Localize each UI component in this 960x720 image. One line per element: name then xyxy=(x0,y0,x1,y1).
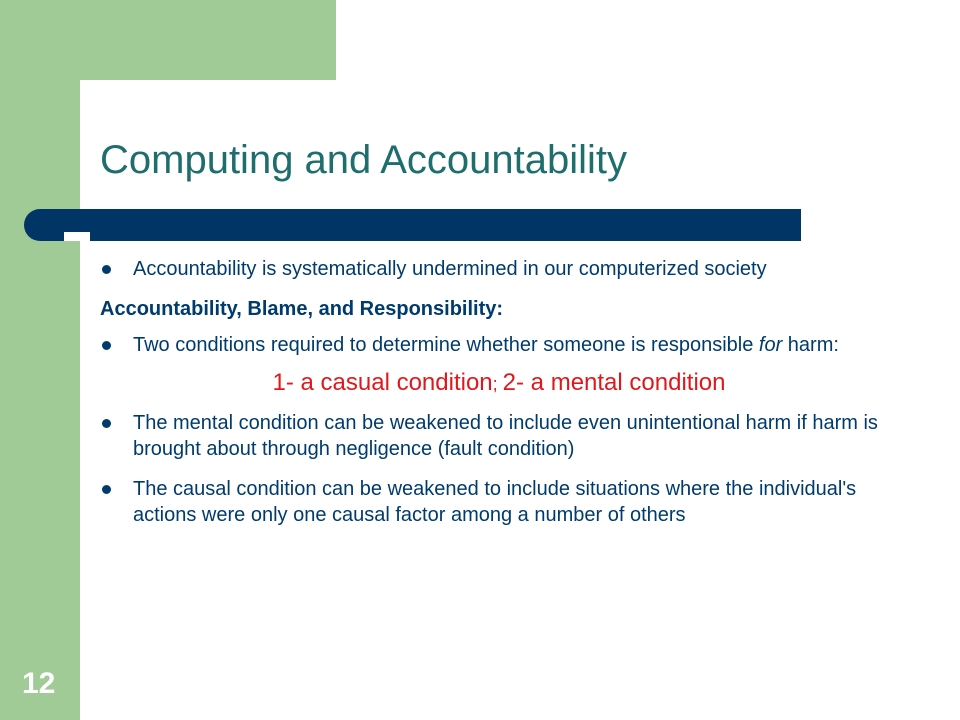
title-bar-notch xyxy=(64,232,90,241)
bullet-item xyxy=(100,332,890,358)
slide-number: 12 xyxy=(22,667,56,700)
bullet-item xyxy=(100,256,890,282)
bullet-dot-icon xyxy=(102,485,111,494)
bullet-text-start: Two conditions required to determine whether someone is responsible xyxy=(133,334,759,356)
condition-one: 1- a casual condition xyxy=(272,369,493,396)
bullet-dot-icon xyxy=(102,341,111,350)
condition-two: 2- a mental condition xyxy=(502,369,726,396)
bullet-text: The causal condition can be weakened to include situations where the individual's actions were only one causal factor among a number of others xyxy=(133,478,857,526)
left-green-band xyxy=(0,0,80,720)
condition-separator: ; xyxy=(492,374,503,394)
slide-content xyxy=(100,256,890,542)
bullet-dot-icon xyxy=(102,265,111,274)
bullet-item xyxy=(100,410,890,462)
slide-title: Computing and Accountability xyxy=(100,138,627,182)
section-subheading: Accountability, Blame, and Responsibility: xyxy=(100,298,504,320)
title-underline-bar xyxy=(24,209,801,241)
bullet-item xyxy=(100,476,890,528)
bullet-text-emphasis: for xyxy=(758,334,783,356)
bullet-text: Accountability is systematically undermined in our computerized society xyxy=(133,258,767,280)
bullet-text: The mental condition can be weakened to include even unintentional harm if harm is brought about through negligence (fault condition) xyxy=(133,412,878,460)
bullet-dot-icon xyxy=(102,419,111,428)
top-green-block xyxy=(0,0,336,80)
conditions-highlight xyxy=(108,368,890,399)
bullet-text-end: harm: xyxy=(782,334,839,356)
